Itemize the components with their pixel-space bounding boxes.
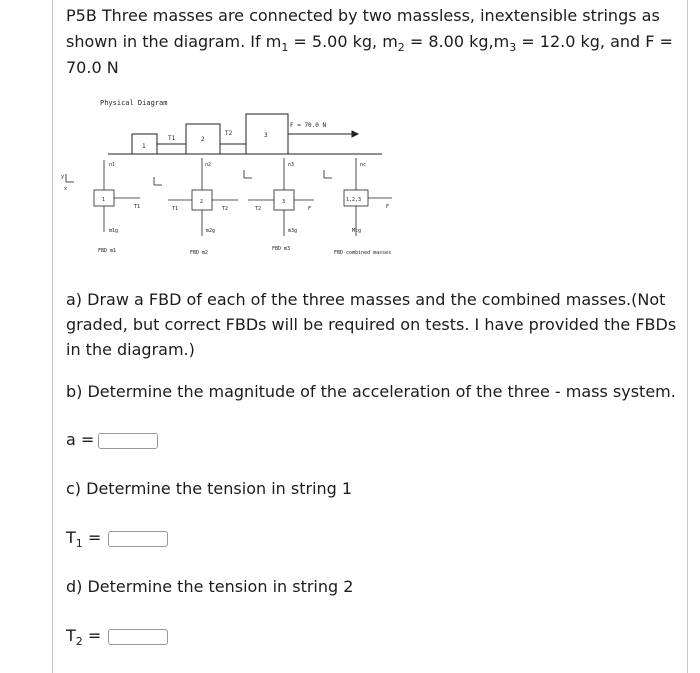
problem-statement: P5B Three masses are connected by two massless, inextensible strings as shown in the diagram. If $m_1 = 5.00$ kg, $m_2 = 8.00$ $kg,m_3 = 12.0$ kg, and F = 70.0 N	[66, 6, 673, 77]
axes-1	[66, 174, 74, 182]
fbd-3-mass: 3	[282, 199, 286, 205]
force-arrowhead	[352, 131, 358, 137]
y-axis-label: y	[61, 174, 65, 180]
fbd-2-caption: FBD m2	[190, 250, 209, 256]
answer-a-label: a =	[66, 430, 95, 449]
answer-t2-input[interactable]	[108, 629, 168, 645]
answer-t1-label: $T_1$ =	[66, 528, 102, 551]
fbd-1-tension: T1	[134, 204, 141, 210]
answer-t2-label: $T_2$ =	[66, 626, 102, 649]
fbd-combined-caption: FBD combined masses	[334, 250, 392, 256]
force-label: F = 70.0 N	[290, 122, 327, 129]
fbd-2-t2: T2	[222, 206, 229, 212]
fbd-2-weight: m2g	[206, 228, 216, 234]
fbd-combined-mass: 1,2,3	[346, 197, 362, 203]
question-b: b) Determine the magnitude of the acceleration of the three - mass system.	[66, 382, 676, 401]
fbd-1-weight: m1g	[109, 228, 119, 234]
fbd-1-caption: FBD m1	[98, 248, 117, 254]
mass-2-label: 2	[201, 136, 205, 143]
fbd-combined-force: F	[386, 204, 390, 210]
setup	[108, 114, 382, 154]
fbd-1	[94, 160, 140, 232]
answer-t1-input[interactable]	[108, 531, 168, 547]
fbd-1-normal: n1	[109, 162, 116, 168]
fbd-3-weight: m3g	[288, 228, 298, 234]
fbd-2-t1: T1	[172, 206, 179, 212]
mass-1-label: 1	[142, 143, 146, 150]
fbd-3-normal: n3	[288, 162, 295, 168]
fbd-3-t2: T2	[255, 206, 262, 212]
x-axis-label: x	[64, 186, 68, 192]
question-a: a) Draw a FBD of each of the three masses and the combined masses.(Not graded, but correct FBDs will be required on tests. I have provided the FBDs in the diagram.)	[66, 290, 677, 359]
diagram-title: Physical Diagram	[100, 99, 168, 107]
answer-a-input[interactable]	[98, 433, 158, 449]
fbd-combined-weight: Mtg	[352, 228, 362, 234]
question-c: c) Determine the tension in string 1	[66, 479, 353, 498]
fbd-combined-normal: nc	[360, 162, 367, 168]
fbd-2-mass: 2	[200, 199, 204, 205]
mass-3-label: 3	[264, 132, 268, 139]
fbd-3-caption: FBD m3	[272, 246, 291, 252]
fbd-3-force: F	[308, 206, 312, 212]
t2-label: T2	[225, 130, 233, 137]
question-d: d) Determine the tension in string 2	[66, 577, 354, 596]
fbd-1-mass: 1	[102, 197, 106, 203]
fbd-2-normal: n2	[205, 162, 212, 168]
fbd-3	[244, 158, 314, 236]
physical-diagram	[52, 82, 688, 282]
fbd-2	[154, 158, 238, 236]
t1-label: T1	[168, 135, 176, 142]
